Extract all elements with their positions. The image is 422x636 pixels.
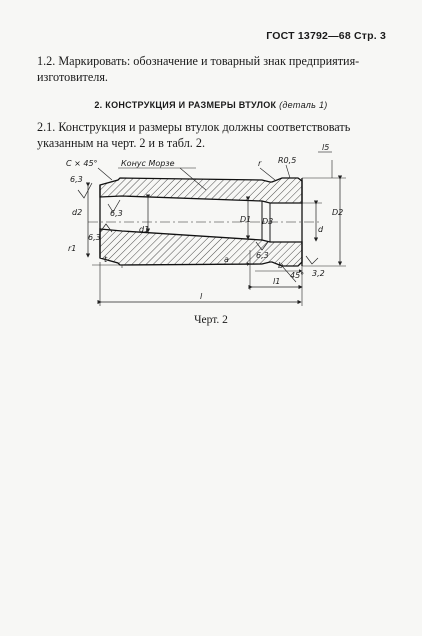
label-b: b	[278, 261, 284, 270]
label-r1: r1	[68, 244, 77, 253]
label-45deg: 45°	[290, 271, 305, 280]
label-d: d	[318, 225, 324, 234]
label-R05: R0,5	[278, 156, 297, 165]
label-d2: d2	[72, 208, 83, 217]
label-roughness-bottom: 6,3	[256, 251, 269, 260]
label-a: a	[224, 255, 229, 264]
label-D2: D2	[332, 208, 344, 217]
label-roughness-mid1: 6,3	[110, 209, 123, 218]
figure-caption: Черт. 2	[194, 314, 228, 326]
label-D3: D3	[262, 217, 274, 226]
roughness-mark-left	[78, 183, 92, 198]
roughness-mark-right	[306, 256, 318, 264]
label-l1: l1	[273, 277, 281, 286]
label-t: t	[104, 255, 108, 264]
label-roughness-left: 6,3	[70, 175, 83, 184]
page-header: ГОСТ 13792—68 Стр. 3	[266, 30, 386, 42]
label-l: l	[200, 292, 203, 301]
label-l5: l5	[322, 143, 330, 152]
paragraph-2-1: 2.1. Конструкция и размеры втулок должны соответствовать указанным на черт. 2 и в табл. 2.	[37, 120, 351, 150]
label-chamfer: C × 45°	[66, 159, 98, 168]
label-d1: d1	[139, 225, 150, 234]
label-r: r	[258, 159, 262, 168]
sleeve-wall-bottom	[100, 229, 302, 266]
label-roughness-mid2: 6,3	[88, 233, 101, 242]
label-morse-cone: Конус Морзе	[121, 159, 175, 168]
label-roughness-right: 3,2	[312, 269, 325, 278]
label-D1: D1	[240, 215, 252, 224]
section-title: 2. КОНСТРУКЦИЯ И РАЗМЕРЫ ВТУЛОК	[94, 100, 277, 110]
paragraph-1-2: 1.2. Маркировать: обозначение и товарный знак предприятия-изготовителя.	[37, 54, 360, 84]
section-detail: (деталь 1)	[279, 100, 328, 110]
sleeve-wall-top	[100, 178, 302, 203]
